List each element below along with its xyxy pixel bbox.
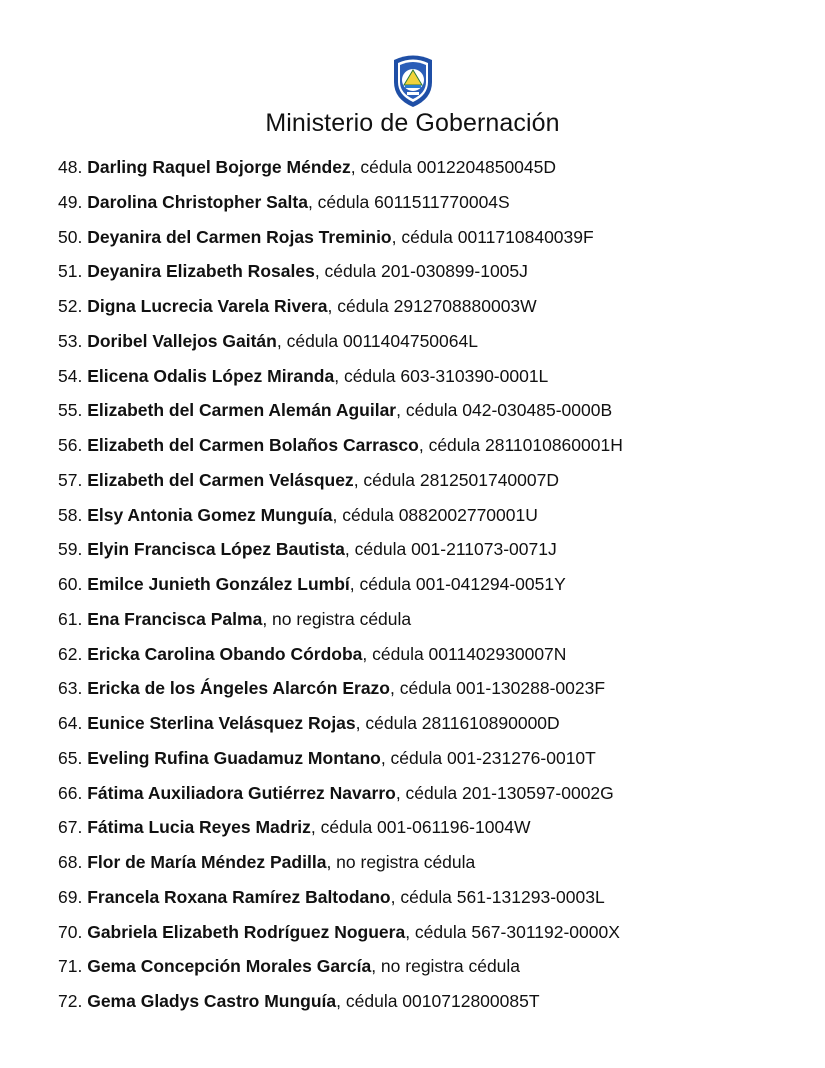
id-number: , no registra cédula: [262, 608, 412, 629]
person-list: [58, 150, 798, 1019]
person-name: Flor de María Méndez Padilla: [87, 852, 327, 872]
list-item: [58, 532, 798, 567]
id-number: , cédula 201-030899-1005J: [314, 261, 528, 282]
entry-number: 61.: [58, 608, 83, 629]
entry-number: 64.: [58, 713, 83, 733]
list-item: [58, 393, 798, 428]
entry-number: 69.: [58, 886, 83, 907]
person-name: Darling Raquel Bojorge Méndez: [87, 157, 351, 177]
entry-number: 59.: [58, 539, 83, 560]
list-item: [58, 880, 798, 915]
person-name: Ena Francisca Palma: [87, 608, 263, 629]
list-item: [58, 741, 798, 776]
entry-number: 71.: [58, 956, 83, 977]
list-item: [58, 324, 798, 359]
entry-number: 65.: [58, 747, 83, 768]
entry-number: 51.: [58, 261, 83, 282]
person-name: Deyanira del Carmen Rojas Treminio: [87, 226, 392, 247]
list-item: [58, 289, 798, 324]
person-name: Elyin Francisca López Bautista: [87, 539, 345, 560]
entry-number: 55.: [58, 400, 83, 421]
person-name: Francela Roxana Ramírez Baltodano: [87, 886, 391, 907]
list-item: [58, 671, 798, 706]
person-name: Eunice Sterlina Velásquez Rojas: [87, 713, 356, 733]
list-item: [58, 254, 798, 289]
list-item: [58, 428, 798, 463]
id-number: , cédula 0882002770001U: [332, 504, 538, 525]
entry-number: 67.: [58, 817, 83, 838]
person-name: Digna Lucrecia Varela Rivera: [87, 296, 328, 316]
id-number: , cédula 001-061196-1004W: [310, 817, 531, 838]
entry-number: 58.: [58, 504, 83, 525]
entry-number: 50.: [58, 226, 83, 247]
list-item: [58, 637, 798, 672]
person-name: Deyanira Elizabeth Rosales: [87, 261, 315, 282]
nicaragua-government-seal-icon: [391, 52, 435, 108]
entry-number: 72.: [58, 991, 83, 1011]
person-name: Elizabeth del Carmen Velásquez: [87, 469, 354, 490]
list-item: [58, 359, 798, 394]
id-number: , cédula 2811010860001H: [418, 435, 623, 455]
entry-number: 68.: [58, 852, 83, 872]
list-item: [58, 567, 798, 602]
id-number: , no registra cédula: [371, 956, 521, 977]
id-number: , cédula 2812501740007D: [353, 469, 560, 490]
list-item: [58, 185, 798, 220]
person-name: Ericka Carolina Obando Córdoba: [87, 643, 363, 664]
list-item: [58, 915, 798, 950]
person-name: Eveling Rufina Guadamuz Montano: [87, 747, 381, 768]
person-name: Gema Concepción Morales García: [87, 956, 372, 977]
list-item: [58, 810, 798, 845]
person-name: Darolina Christopher Salta: [87, 191, 308, 212]
entry-number: 53.: [58, 330, 83, 351]
id-number: , cédula 001-130288-0023F: [390, 678, 606, 699]
list-item: [58, 776, 798, 811]
person-name: Doribel Vallejos Gaitán: [87, 330, 277, 351]
entry-number: 62.: [58, 643, 83, 664]
id-number: , cédula 201-130597-0002G: [395, 782, 614, 803]
person-name: Elizabeth del Carmen Bolaños Carrasco: [87, 435, 419, 455]
entry-number: 52.: [58, 296, 83, 316]
entry-number: 49.: [58, 191, 83, 212]
entry-number: 66.: [58, 782, 83, 803]
person-name: Elizabeth del Carmen Alemán Aguilar: [87, 400, 397, 421]
entry-number: 48.: [58, 157, 83, 177]
id-number: , cédula 001-211073-0071J: [344, 539, 557, 560]
id-number: , cédula 0011404750064L: [276, 330, 478, 351]
entry-number: 60.: [58, 574, 83, 594]
entry-number: 56.: [58, 435, 83, 455]
person-name: Gabriela Elizabeth Rodríguez Noguera: [87, 921, 406, 942]
document-header: [0, 52, 825, 138]
list-item: [58, 220, 798, 255]
person-name: Fátima Lucia Reyes Madriz: [87, 817, 311, 838]
id-number: , cédula 603-310390-0001L: [334, 365, 549, 386]
entry-number: 63.: [58, 678, 83, 699]
id-number: , cédula 001-041294-0051Y: [349, 574, 566, 594]
person-name: Fátima Auxiliadora Gutiérrez Navarro: [87, 782, 396, 803]
id-number: , cédula 0012204850045D: [350, 157, 557, 177]
id-number: , no registra cédula: [326, 852, 476, 872]
id-number: , cédula 561-131293-0003L: [390, 886, 605, 907]
id-number: , cédula 0011710840039F: [391, 226, 594, 247]
list-item: [58, 498, 798, 533]
person-name: Gema Gladys Castro Munguía: [87, 991, 337, 1011]
list-item: [58, 949, 798, 984]
entry-number: 54.: [58, 365, 83, 386]
list-item: [58, 602, 798, 637]
organization-name: Ministerio de Gobernación: [265, 109, 560, 137]
id-number: , cédula 6011511770004S: [307, 191, 510, 212]
list-item: [58, 706, 798, 741]
person-name: Ericka de los Ángeles Alarcón Erazo: [87, 678, 391, 699]
id-number: , cédula 0010712800085T: [336, 991, 540, 1011]
id-number: , cédula 0011402930007N: [362, 643, 567, 664]
id-number: , cédula 001-231276-0010T: [380, 747, 596, 768]
list-item: [58, 463, 798, 498]
person-name: Elicena Odalis López Miranda: [87, 365, 335, 386]
list-item: [58, 984, 798, 1019]
id-number: , cédula 042-030485-0000B: [396, 400, 613, 421]
person-name: Emilce Junieth González Lumbí: [87, 574, 350, 594]
id-number: , cédula 2811610890000D: [355, 713, 560, 733]
entry-number: 70.: [58, 921, 83, 942]
entry-number: 57.: [58, 469, 83, 490]
id-number: , cédula 567-301192-0000X: [405, 921, 620, 942]
list-item: [58, 845, 798, 880]
person-name: Elsy Antonia Gomez Munguía: [87, 504, 333, 525]
list-item: [58, 150, 798, 185]
id-number: , cédula 2912708880003W: [327, 296, 537, 316]
